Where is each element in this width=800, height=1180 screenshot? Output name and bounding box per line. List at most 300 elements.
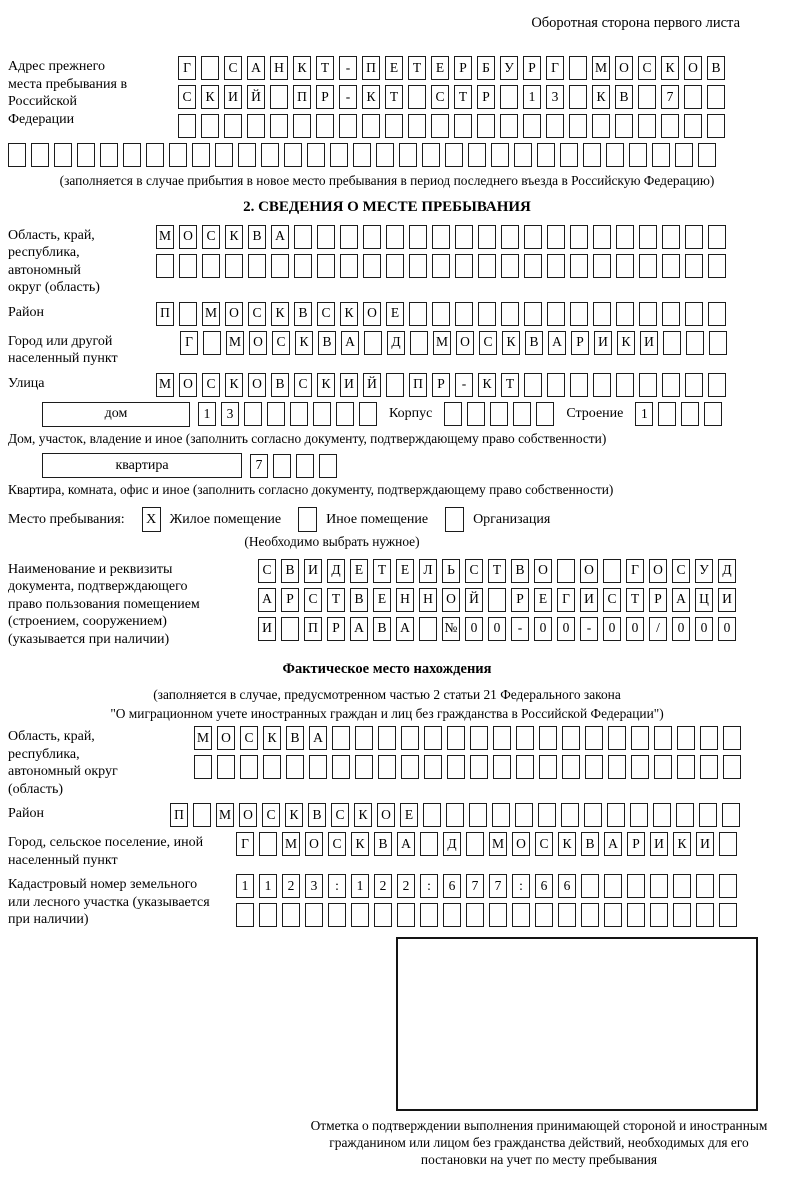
char-box: Р <box>511 588 529 612</box>
char-box <box>585 726 603 750</box>
char-box <box>547 254 565 278</box>
char-box <box>685 225 703 249</box>
prev-address-row-1 <box>178 56 725 80</box>
s2-raion-label: Район <box>8 304 44 320</box>
char-box <box>359 402 377 426</box>
char-box: С <box>248 302 266 326</box>
page-side-note: Оборотная сторона первого листа <box>531 15 740 31</box>
char-box: С <box>294 373 312 397</box>
char-box: И <box>640 331 658 355</box>
char-box: Т <box>408 56 426 80</box>
char-box: - <box>339 85 357 109</box>
fact-gorod-row <box>236 832 737 856</box>
char-box <box>455 254 473 278</box>
char-box: М <box>592 56 610 80</box>
char-box: О <box>684 56 702 80</box>
char-box: О <box>456 331 474 355</box>
inoe-label: Иное помещение <box>326 511 429 527</box>
char-box: В <box>294 302 312 326</box>
char-box: В <box>511 559 529 583</box>
char-box <box>192 143 210 167</box>
korpus-cells <box>444 402 554 426</box>
char-box: Е <box>373 588 391 612</box>
char-box: А <box>271 225 289 249</box>
doc-boxcol <box>258 559 736 641</box>
char-box: 3 <box>546 85 564 109</box>
char-box <box>179 302 197 326</box>
char-box: Т <box>385 85 403 109</box>
char-box: 7 <box>661 85 679 109</box>
char-box <box>386 225 404 249</box>
char-box <box>332 726 350 750</box>
char-box <box>569 85 587 109</box>
char-box <box>238 143 256 167</box>
char-box <box>570 302 588 326</box>
char-box <box>722 803 740 827</box>
char-box: К <box>225 373 243 397</box>
char-box <box>608 726 626 750</box>
char-box: Г <box>626 559 644 583</box>
char-box: Т <box>373 559 391 583</box>
char-box: И <box>650 832 668 856</box>
char-box: С <box>178 85 196 109</box>
char-box: К <box>317 373 335 397</box>
kvartira-cells <box>250 454 337 478</box>
char-box: А <box>247 56 265 80</box>
char-box: Р <box>649 588 667 612</box>
dom-cells <box>198 402 377 426</box>
char-box: М <box>194 726 212 750</box>
char-box <box>378 755 396 779</box>
char-box <box>616 302 634 326</box>
char-box: Р <box>477 85 495 109</box>
char-box: И <box>224 85 242 109</box>
char-box <box>639 302 657 326</box>
char-box <box>432 302 450 326</box>
s2-gorod-label: Город или другой населенный пункт <box>8 333 118 367</box>
s2-gorod-row <box>180 331 727 355</box>
char-box <box>491 143 509 167</box>
s2-dom-row <box>42 402 766 427</box>
char-box: С <box>240 726 258 750</box>
char-box: В <box>707 56 725 80</box>
char-box <box>319 454 337 478</box>
char-box: А <box>309 726 327 750</box>
char-box <box>378 726 396 750</box>
char-box <box>353 143 371 167</box>
stay-option-zhiloe <box>142 507 281 532</box>
char-box <box>193 803 211 827</box>
char-box <box>215 143 233 167</box>
char-box <box>583 143 601 167</box>
char-box <box>661 114 679 138</box>
char-box <box>432 254 450 278</box>
char-box <box>447 755 465 779</box>
char-box: 2 <box>397 874 415 898</box>
char-box: В <box>281 559 299 583</box>
char-box <box>662 302 680 326</box>
char-box <box>570 225 588 249</box>
char-box <box>263 755 281 779</box>
char-box: 0 <box>465 617 483 641</box>
char-box <box>654 755 672 779</box>
char-box: С <box>331 803 349 827</box>
char-box: А <box>396 617 414 641</box>
prev-address-row-2 <box>178 85 725 109</box>
char-box <box>493 726 511 750</box>
char-box: О <box>305 832 323 856</box>
char-box <box>336 402 354 426</box>
section2-title: 2. СВЕДЕНИЯ О МЕСТЕ ПРЕБЫВАНИЯ <box>243 198 531 215</box>
char-box: : <box>420 874 438 898</box>
char-box: И <box>340 373 358 397</box>
char-box <box>524 373 542 397</box>
char-box: П <box>409 373 427 397</box>
char-box <box>443 903 461 927</box>
char-box: 0 <box>488 617 506 641</box>
char-box: 7 <box>250 454 268 478</box>
char-box: С <box>304 588 322 612</box>
char-box <box>478 254 496 278</box>
char-box: В <box>350 588 368 612</box>
char-box <box>490 402 508 426</box>
char-box <box>604 874 622 898</box>
char-box <box>700 755 718 779</box>
char-box <box>501 254 519 278</box>
fact-oblast-label: Область, край, республика, автономный округ (область) <box>8 729 118 797</box>
char-box <box>585 755 603 779</box>
char-box <box>244 402 262 426</box>
char-box <box>708 302 726 326</box>
char-box: И <box>696 832 714 856</box>
char-box: 3 <box>221 402 239 426</box>
char-box <box>501 225 519 249</box>
char-box <box>385 114 403 138</box>
char-box <box>420 832 438 856</box>
char-box: А <box>350 617 368 641</box>
char-box <box>270 114 288 138</box>
char-box <box>638 114 656 138</box>
char-box <box>240 755 258 779</box>
char-box <box>558 903 576 927</box>
char-box: Б <box>477 56 495 80</box>
char-box <box>431 114 449 138</box>
kvartira-namebox: квартира <box>42 453 242 478</box>
char-box: - <box>511 617 529 641</box>
char-box <box>535 903 553 927</box>
char-box <box>675 143 693 167</box>
char-box <box>719 874 737 898</box>
char-box: Р <box>571 331 589 355</box>
char-box <box>401 726 419 750</box>
char-box: К <box>478 373 496 397</box>
zhiloe-checkbox: X <box>142 507 161 532</box>
char-box <box>281 617 299 641</box>
char-box: О <box>217 726 235 750</box>
char-box <box>123 143 141 167</box>
char-box <box>247 114 265 138</box>
char-box <box>362 114 380 138</box>
char-box <box>593 254 611 278</box>
s2-raion-field <box>8 302 766 326</box>
char-box: Р <box>627 832 645 856</box>
char-box: М <box>282 832 300 856</box>
char-box <box>570 373 588 397</box>
s2-oblast-field <box>8 225 766 297</box>
char-box <box>629 143 647 167</box>
char-box <box>561 803 579 827</box>
char-box <box>560 143 578 167</box>
char-box: Т <box>626 588 644 612</box>
char-box <box>444 402 462 426</box>
char-box: С <box>317 302 335 326</box>
s2-ulitsa-row <box>156 373 726 397</box>
char-box <box>419 617 437 641</box>
prev-address-label: Адрес прежнего места пребывания в Российской Федерации <box>8 59 128 127</box>
char-box: Р <box>281 588 299 612</box>
char-box: С <box>479 331 497 355</box>
char-box <box>355 726 373 750</box>
char-box: 7 <box>466 874 484 898</box>
stroenie-cells <box>635 402 722 426</box>
char-box <box>339 114 357 138</box>
char-box: К <box>293 56 311 80</box>
char-box: 6 <box>535 874 553 898</box>
char-box: 2 <box>282 874 300 898</box>
char-box: Е <box>431 56 449 80</box>
char-box <box>376 143 394 167</box>
char-box: О <box>649 559 667 583</box>
stroenie-label: Строение <box>566 406 624 422</box>
char-box: М <box>489 832 507 856</box>
char-box: Й <box>247 85 265 109</box>
char-box <box>653 803 671 827</box>
char-box: С <box>272 331 290 355</box>
char-box: В <box>308 803 326 827</box>
char-box: 6 <box>443 874 461 898</box>
char-box <box>593 302 611 326</box>
stay-option-inoe <box>298 507 428 532</box>
char-box <box>684 114 702 138</box>
char-box <box>663 331 681 355</box>
char-box: О <box>615 56 633 80</box>
char-box <box>698 143 716 167</box>
char-box <box>639 225 657 249</box>
s2-oblast-label: Область, край, республика, автономный округ (область) <box>8 227 100 296</box>
fact-oblast-boxcol <box>194 726 741 779</box>
fact-kadastr-row-1 <box>236 874 737 898</box>
char-box: А <box>258 588 276 612</box>
char-box: Г <box>236 832 254 856</box>
char-box <box>604 903 622 927</box>
char-box <box>547 373 565 397</box>
char-box: К <box>201 85 219 109</box>
char-box: Г <box>557 588 575 612</box>
char-box: С <box>465 559 483 583</box>
char-box: П <box>304 617 322 641</box>
char-box <box>593 373 611 397</box>
char-box <box>355 755 373 779</box>
char-box <box>696 903 714 927</box>
char-box: К <box>502 331 520 355</box>
char-box <box>293 114 311 138</box>
char-box: М <box>156 225 174 249</box>
char-box <box>652 143 670 167</box>
char-box <box>363 254 381 278</box>
char-box: О <box>534 559 552 583</box>
factual-caption-2: "О миграционном учете иностранных граждан и лиц без гражданства в Российской Федерации") <box>110 706 664 722</box>
char-box: 6 <box>558 874 576 898</box>
dom-caption: Дом, участок, владение и иное (заполнить согласно документу, подтверждающему право собственности) <box>8 430 607 446</box>
char-box <box>708 254 726 278</box>
char-box: К <box>354 803 372 827</box>
char-box <box>447 726 465 750</box>
char-box <box>340 254 358 278</box>
char-box: Р <box>327 617 345 641</box>
s2-oblast-row-2 <box>156 254 726 278</box>
char-box <box>477 114 495 138</box>
char-box <box>539 755 557 779</box>
char-box <box>654 726 672 750</box>
char-box <box>271 254 289 278</box>
char-box: И <box>580 588 598 612</box>
char-box <box>593 225 611 249</box>
char-box: П <box>156 302 174 326</box>
char-box <box>328 903 346 927</box>
char-box: Р <box>432 373 450 397</box>
char-box: Н <box>396 588 414 612</box>
char-box: 1 <box>236 874 254 898</box>
char-box <box>201 114 219 138</box>
char-box <box>446 803 464 827</box>
char-box: К <box>351 832 369 856</box>
stay-choice-caption: (Необходимо выбрать нужное) <box>244 534 420 550</box>
char-box <box>454 114 472 138</box>
char-box <box>386 373 404 397</box>
char-box <box>478 302 496 326</box>
fact-oblast-row-1 <box>194 726 741 750</box>
char-box: Г <box>178 56 196 80</box>
stay-type-row <box>8 507 766 532</box>
char-box: Д <box>443 832 461 856</box>
char-box: 0 <box>718 617 736 641</box>
char-box <box>639 373 657 397</box>
char-box: С <box>262 803 280 827</box>
factual-title: Фактическое место нахождения <box>282 661 492 678</box>
char-box <box>467 402 485 426</box>
char-box <box>627 903 645 927</box>
char-box <box>603 559 621 583</box>
char-box: О <box>248 373 266 397</box>
char-box <box>469 803 487 827</box>
char-box <box>639 254 657 278</box>
char-box <box>445 143 463 167</box>
char-box <box>699 803 717 827</box>
doc-row-1 <box>258 559 736 583</box>
char-box <box>592 114 610 138</box>
char-box <box>581 874 599 898</box>
doc-label: Наименование и реквизиты документа, подтверждающего право пользования помещением (строением, сооружением) (указывается при наличии) <box>8 561 200 647</box>
char-box: К <box>661 56 679 80</box>
fact-raion-label: Район <box>8 806 44 821</box>
char-box: О <box>377 803 395 827</box>
char-box <box>267 402 285 426</box>
char-box <box>516 755 534 779</box>
char-box: М <box>216 803 234 827</box>
char-box <box>296 454 314 478</box>
char-box <box>662 225 680 249</box>
char-box <box>364 331 382 355</box>
char-box <box>658 402 676 426</box>
char-box <box>424 755 442 779</box>
doc-field <box>8 559 766 649</box>
char-box <box>547 302 565 326</box>
char-box <box>489 903 507 927</box>
char-box: Л <box>419 559 437 583</box>
fact-kadastr-row-2 <box>236 903 737 927</box>
prev-address-row-3 <box>178 114 725 138</box>
char-box <box>156 254 174 278</box>
char-box: К <box>558 832 576 856</box>
s2-raion-row <box>156 302 726 326</box>
fact-kadastr-label: Кадастровый номер земельного или лесного участка (указывается при наличии) <box>8 877 210 927</box>
char-box: А <box>548 331 566 355</box>
char-box <box>537 143 555 167</box>
char-box <box>615 114 633 138</box>
char-box <box>455 225 473 249</box>
char-box <box>584 803 602 827</box>
char-box <box>408 85 426 109</box>
char-box: О <box>363 302 381 326</box>
char-box: О <box>225 302 243 326</box>
char-box: И <box>258 617 276 641</box>
inoe-checkbox <box>298 507 317 532</box>
char-box: К <box>617 331 635 355</box>
char-box: В <box>373 617 391 641</box>
prev-address-row-4 <box>8 143 766 167</box>
char-box <box>662 373 680 397</box>
char-box <box>294 225 312 249</box>
char-box <box>488 588 506 612</box>
char-box <box>284 143 302 167</box>
char-box <box>515 803 533 827</box>
char-box: Е <box>396 559 414 583</box>
char-box: К <box>362 85 380 109</box>
char-box: 2 <box>374 874 392 898</box>
char-box <box>330 143 348 167</box>
char-box <box>146 143 164 167</box>
char-box: Д <box>718 559 736 583</box>
prev-address-boxcol <box>178 56 725 138</box>
char-box: О <box>239 803 257 827</box>
char-box <box>408 114 426 138</box>
char-box <box>31 143 49 167</box>
char-box: Т <box>327 588 345 612</box>
char-box: В <box>248 225 266 249</box>
char-box <box>493 755 511 779</box>
char-box <box>201 56 219 80</box>
char-box <box>501 302 519 326</box>
char-box <box>514 143 532 167</box>
char-box <box>363 225 381 249</box>
char-box: Д <box>327 559 345 583</box>
char-box: И <box>594 331 612 355</box>
char-box <box>681 402 699 426</box>
char-box: С <box>603 588 621 612</box>
char-box <box>673 903 691 927</box>
dom-namebox: дом <box>42 402 190 427</box>
korpus-label: Корпус <box>389 406 433 422</box>
